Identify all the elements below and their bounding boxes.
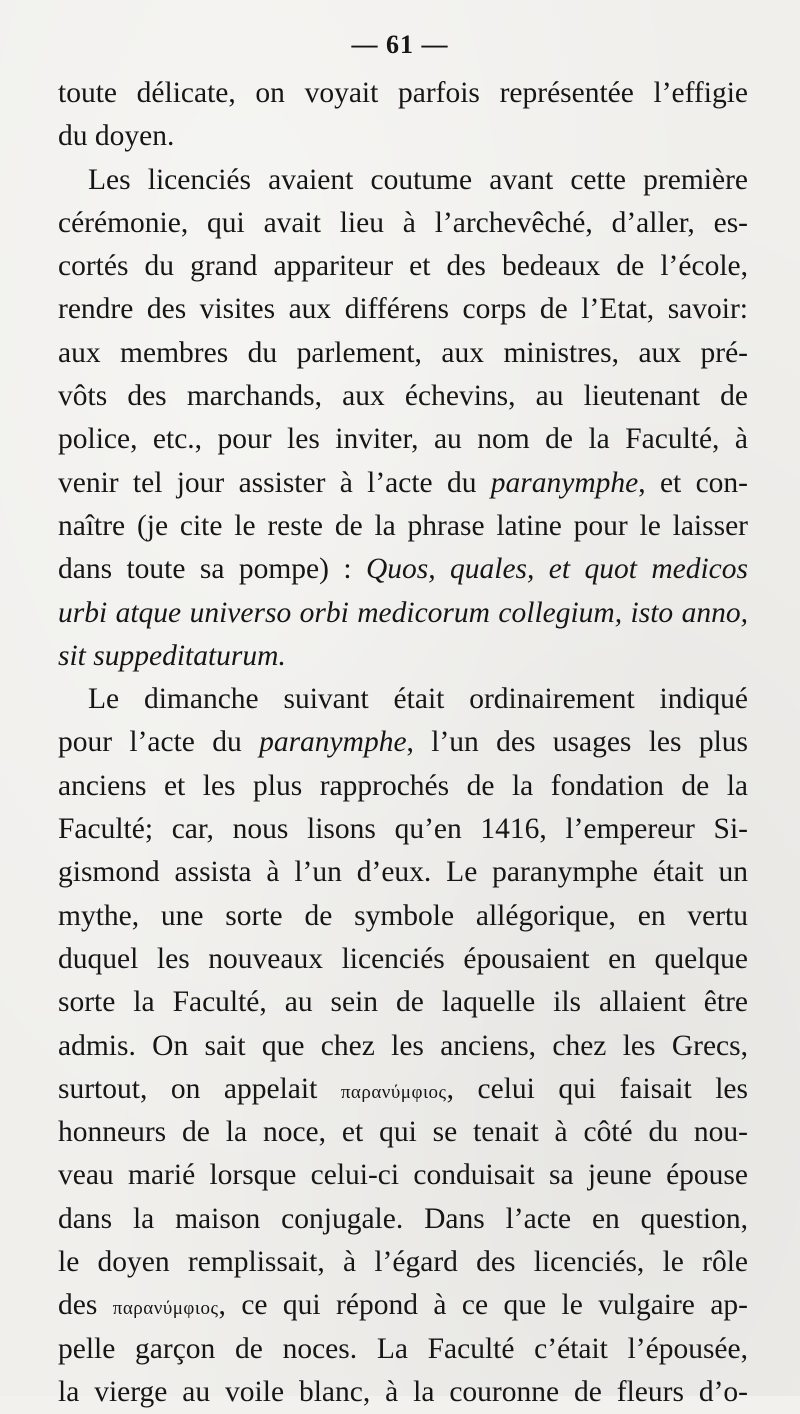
text-run: sorte la Faculté, au sein de laquelle ils allaient être bbox=[58, 986, 748, 1019]
text-run: Le dimanche suivant était ordinairement indiqué bbox=[88, 683, 748, 716]
text-line bbox=[58, 202, 748, 245]
text-line bbox=[58, 678, 748, 721]
text-run: vôts des marchands, aux échevins, au lieutenant de bbox=[58, 380, 748, 413]
text-line bbox=[58, 115, 748, 158]
text-line bbox=[58, 505, 748, 548]
text-run: honneurs de la noce, et qui se tenait à côté du nou- bbox=[58, 1116, 748, 1149]
text-run: cortés du grand appariteur et des bedeaux de l’école, bbox=[58, 250, 748, 283]
text-run: naître (je cite le reste de la phrase latine pour le laisser bbox=[58, 509, 748, 542]
italic-text: urbi atque universo orbi medicorum collegium, isto anno, bbox=[58, 596, 748, 629]
text-run: Les licenciés avaient coutume avant cette première bbox=[88, 163, 748, 196]
text-line bbox=[58, 72, 748, 115]
text-line bbox=[58, 1154, 748, 1197]
text-line bbox=[58, 332, 748, 375]
italic-text: paranymphe bbox=[259, 726, 407, 759]
text-run: aux membres du parlement, aux ministres, aux pré- bbox=[58, 336, 748, 369]
text-run: rendre des visites aux différens corps de l’Etat, savoir: bbox=[58, 293, 748, 326]
text-run: mythe, une sorte de symbole allégorique, en vertu bbox=[58, 899, 748, 932]
italic-text: sit suppeditaturum. bbox=[58, 639, 286, 672]
text-run: veau marié lorsque celui-ci conduisait sa jeune épouse bbox=[58, 1159, 748, 1192]
text-run: du doyen. bbox=[58, 120, 175, 153]
text-line bbox=[58, 1198, 748, 1241]
text-line bbox=[58, 1284, 748, 1327]
text-run: le doyen remplissait, à l’égard des licenciés, le rôle bbox=[58, 1246, 748, 1279]
text-line bbox=[58, 462, 748, 505]
text-run: gismond assista à l’un d’eux. Le paranymphe était un bbox=[58, 856, 748, 889]
page-number: — 61 — bbox=[351, 30, 449, 59]
text-run: pour l’acte du bbox=[58, 726, 260, 759]
text-line bbox=[58, 375, 748, 418]
text-run: Faculté; car, nous lisons qu’en 1416, l’empereur Si- bbox=[58, 813, 748, 846]
text-line bbox=[58, 288, 748, 331]
text-run: police, etc., pour les inviter, au nom de la Faculté, à bbox=[58, 423, 748, 456]
text-run: , ce qui répond à ce que le vulgaire ap- bbox=[218, 1289, 748, 1322]
text-line bbox=[58, 1371, 748, 1414]
text-line bbox=[58, 1111, 748, 1154]
text-line bbox=[58, 808, 748, 851]
text-line bbox=[58, 1068, 748, 1111]
text-line bbox=[58, 981, 748, 1024]
text-line bbox=[58, 938, 748, 981]
text-line bbox=[58, 1025, 748, 1068]
text-line bbox=[58, 1328, 748, 1371]
text-run: , celui qui faisait les bbox=[446, 1072, 748, 1105]
text-line bbox=[58, 721, 748, 764]
text-line bbox=[58, 895, 748, 938]
text-line bbox=[58, 1241, 748, 1284]
greek-word: παρανύμφιος bbox=[112, 1298, 219, 1320]
text-run: la vierge au voile blanc, à la couronne de fleurs d’o- bbox=[58, 1375, 748, 1408]
text-run: , l’un des usages les plus bbox=[406, 726, 748, 759]
text-run: dans toute sa pompe) : bbox=[58, 553, 366, 586]
text-line bbox=[58, 635, 748, 678]
text-line bbox=[58, 418, 748, 461]
text-run: , et con- bbox=[638, 466, 748, 499]
greek-word: παρανύμφιος bbox=[340, 1081, 447, 1103]
text-line bbox=[58, 592, 748, 635]
text-run: venir tel jour assister à l’acte du bbox=[58, 466, 491, 499]
body-text bbox=[58, 72, 748, 1414]
text-run: cérémonie, qui avait lieu à l’archevêché, d’aller, es- bbox=[58, 206, 748, 239]
text-line bbox=[58, 159, 748, 202]
text-run: admis. On sait que chez les anciens, chez les Grecs, bbox=[58, 1029, 748, 1062]
text-run: duquel les nouveaux licenciés épousaient en quelque bbox=[58, 942, 748, 975]
text-line bbox=[58, 765, 748, 808]
text-run: toute délicate, on voyait parfois représentée l’effigie bbox=[58, 77, 748, 109]
italic-text: Quos, quales, et quot medicos bbox=[365, 553, 748, 586]
text-run: dans la maison conjugale. Dans l’acte en question, bbox=[58, 1202, 748, 1235]
text-run: anciens et les plus rapprochés de la fondation de la bbox=[58, 769, 748, 802]
text-line bbox=[58, 245, 748, 288]
italic-text: paranymphe bbox=[490, 466, 639, 499]
text-line bbox=[58, 548, 748, 591]
text-run: pelle garçon de noces. La Faculté c’était l’épousée, bbox=[58, 1332, 748, 1365]
text-line bbox=[58, 851, 748, 894]
text-run: surtout, on appelait bbox=[58, 1072, 341, 1105]
text-run: des bbox=[58, 1289, 113, 1322]
